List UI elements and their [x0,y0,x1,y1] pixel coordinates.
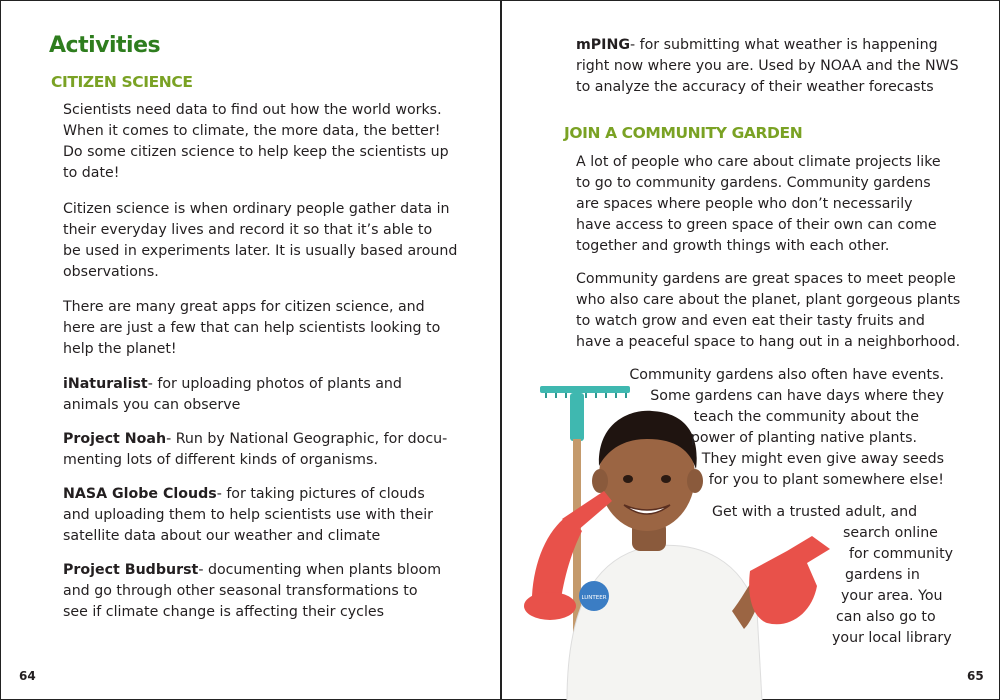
garden-para-1: A lot of people who care about climate projects like to go to community gardens. Community gardens are spaces where people who don’t necessarily have access to green space of their own can come together and growth things with each other. [576,154,941,254]
garden-para-4: Get with a trusted adult, and search online for community gardens in your area. You can also go to your local library [712,504,954,646]
app-project-budburst: Project Budburst- documenting when plants bloom and go through other seasonal transformations to see if climate change is affecting their cycles [63,562,442,620]
citizen-para-3: There are many great apps for citizen science, and here are just a few that can help scientists looking to help the planet! [63,299,441,357]
garden-para-2: Community gardens are great spaces to meet people who also care about the planet, plant gorgeous plants to watch grow and even eat their tasty fruits and have a peaceful space to hang out in a neighborhood. [576,271,961,350]
left-page [1,1,500,700]
community-garden-heading: JOIN A COMMUNITY GARDEN [564,124,803,142]
citizen-science-heading: CITIZEN SCIENCE [51,73,193,91]
app-nasa-globe-clouds: NASA Globe Clouds- for taking pictures of clouds and uploading them to help scientists use with their satellite data about our weather and climate [63,486,434,544]
garden-para-3: Community gardens also often have events. Some gardens can have days where they teach the community about the power of planting native plants. They might even give away seeds for you to plant somewhere else! [629,367,944,488]
citizen-para-1: Scientists need data to find out how the world works. When it comes to climate, the more data, the better! Do some citizen science to help keep the scientists up to date! [63,102,449,181]
app-project-noah: Project Noah- Run by National Geographic, for docu- menting lots of different kinds of organisms. [63,431,448,468]
app-mping: mPING- for submitting what weather is happening right now where you are. Used by NOAA and the NWS to analyze the accuracy of their weather forecasts [576,37,959,95]
section-title: Activities [49,33,161,58]
right-page [502,1,1000,700]
page-number-left: 64 [19,669,36,683]
app-inaturalist: iNaturalist- for uploading photos of plants and animals you can observe [63,376,402,413]
volunteer-badge-text: LUNTEER [581,595,607,601]
page-number-right: 65 [967,669,984,683]
citizen-para-2: Citizen science is when ordinary people gather data in their everyday lives and record it so that it’s able to be used in experiments later. It is usually based around observations. [63,201,458,280]
